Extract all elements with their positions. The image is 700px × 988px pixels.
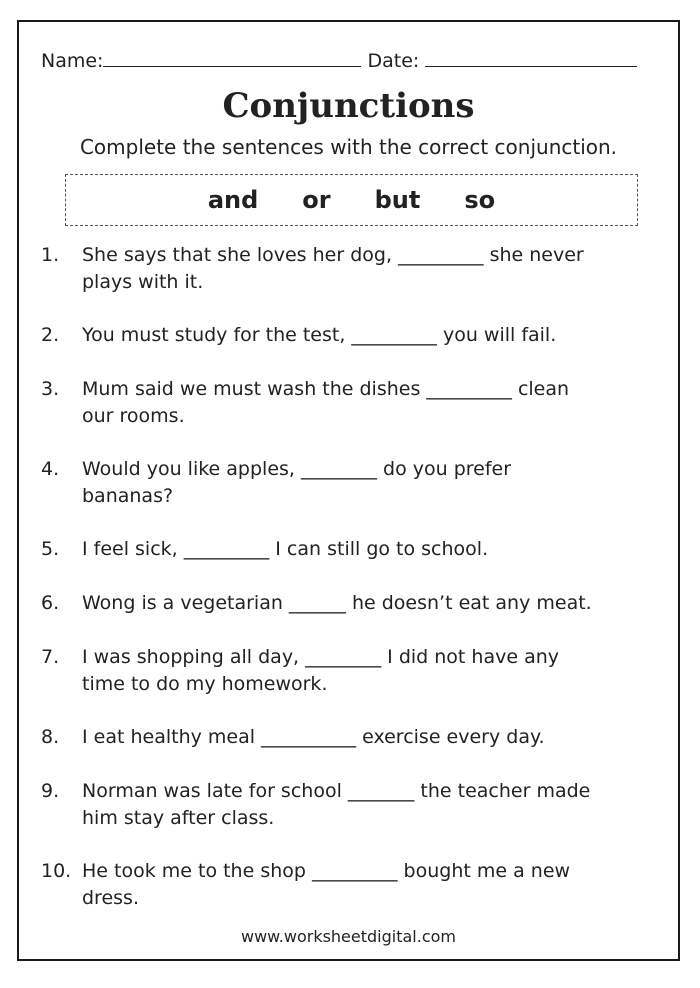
question-item [41, 242, 666, 296]
question-item [41, 590, 666, 617]
word-bank-item: and [207, 186, 259, 214]
name-date-header [41, 48, 661, 74]
question-text[interactable]: He took me to the shop _________ bought me a new dress. [82, 860, 571, 909]
question-number: 3. [41, 378, 60, 400]
word-bank-item: so [464, 186, 496, 214]
question-item [41, 858, 666, 912]
question-item [41, 376, 666, 430]
question-text[interactable]: I was shopping all day, ________ I did not have any time to do my homework. [82, 646, 560, 695]
question-number: 9. [41, 780, 60, 802]
question-item [41, 724, 666, 751]
question-item [41, 778, 666, 832]
instructions-text: Complete the sentences with the correct conjunction. [79, 135, 618, 159]
question-text[interactable]: I feel sick, _________ I can still go to school. [82, 538, 489, 560]
footer-website: www.worksheetdigital.com [240, 927, 456, 946]
question-text[interactable]: Would you like apples, ________ do you prefer bananas? [82, 458, 512, 507]
word-bank [65, 174, 638, 226]
question-text[interactable]: Norman was late for school _______ the teacher made him stay after class. [82, 780, 591, 829]
question-text[interactable]: You must study for the test, _________ you will fail. [82, 324, 557, 346]
question-text[interactable]: I eat healthy meal __________ exercise every day. [82, 726, 545, 748]
question-number: 10. [41, 860, 72, 882]
question-number: 8. [41, 726, 60, 748]
word-bank-item: but [374, 186, 421, 214]
question-item [41, 536, 666, 563]
date-field[interactable] [425, 48, 637, 67]
question-text[interactable]: Mum said we must wash the dishes _________ clean our rooms. [82, 378, 570, 427]
question-text[interactable]: Wong is a vegetarian ______ he doesn’t eat any meat. [82, 592, 592, 614]
question-number: 7. [41, 646, 60, 668]
name-field[interactable] [103, 48, 361, 67]
question-number: 6. [41, 592, 60, 614]
date-label: Date: [367, 50, 420, 72]
word-bank-item: or [302, 186, 331, 214]
question-number: 2. [41, 324, 60, 346]
name-label: Name: [41, 50, 104, 72]
question-number: 4. [41, 458, 60, 480]
page-title: Conjunctions [222, 86, 475, 126]
question-item [41, 644, 666, 698]
question-item [41, 456, 666, 510]
worksheet-page [17, 20, 680, 961]
question-item [41, 322, 666, 349]
question-number: 1. [41, 244, 60, 266]
question-text[interactable]: She says that she loves her dog, _________ she never plays with it. [82, 244, 584, 293]
question-number: 5. [41, 538, 60, 560]
